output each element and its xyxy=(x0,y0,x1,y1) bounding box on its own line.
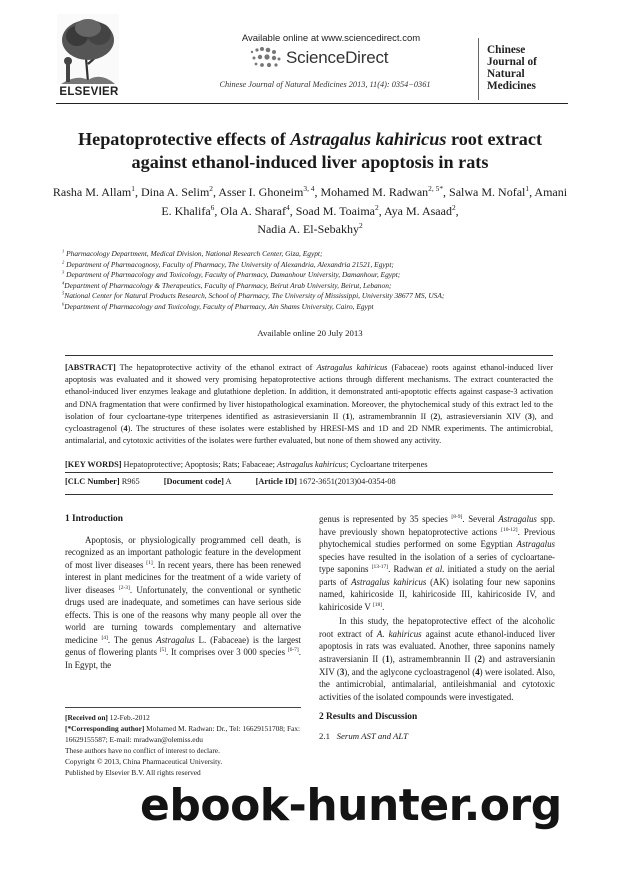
title-line: against ethanol-induced liver apoptosis in rats xyxy=(131,152,489,172)
keywords-rule xyxy=(65,472,553,473)
abstract-top-rule xyxy=(65,355,553,356)
available-online-link[interactable]: Available online at www.sciencedirect.com xyxy=(241,33,421,44)
affiliation-item: $^1$ Pharmacology Department, Medical Division, National Research Center, Giza, Egypt; xyxy=(62,248,323,258)
left-column xyxy=(65,513,301,672)
intro-paragraph: Apoptosis, or physiologically programmed cell death, is recognized as an important pathologic feature in the development of most liver diseases [1]. In recent years, there has been renewed interest in plant medicines for the treatment of a wide variety of liver diseases [2-3]. Unfortunately, the conventional or synthetic drugs used are inadequate, and sometimes can have serious side effects. This is one of the reasons why many people all over the world are turning towards complementary and alternative medicine [4]. The genus Astragalus L. (Fabaceae) is the largest genus of flowering plants [5]. It comprises over 3 000 species [6-7]. In Egypt, the xyxy=(65,534,301,671)
elsevier-tree-logo xyxy=(57,14,119,96)
available-online-date: Available online 20 July 2013 xyxy=(257,328,363,338)
section-heading: 2 Results and Discussion xyxy=(319,712,418,723)
article-label: [Article ID] xyxy=(255,477,297,486)
footnotes: [Received on] 12-Feb.-2012 [*Corresponding author] Mohamed M. Radwan: Dr., Tel: 16629151708; Fax: 16629155587; E-mail: mradwan@olemiss.edu These authors have no conflict of interest to declare. Copyright © 2013, China Pharmaceutical University. Published by Elsevier B.V. All rights reserved xyxy=(65,713,301,777)
subsection-heading: 2.1 Serum AST and ALT xyxy=(319,730,409,741)
journal-citation: Chinese Journal of Natural Medicines 2013, 11(4): 0354−0361 xyxy=(219,80,431,89)
journal-name-line: Medicines xyxy=(487,80,536,92)
body-paragraph: genus is represented by 35 species [8-9]. Several Astragalus spp. have previously shown hepatoprotective actions [10-12]. Previous phytochemical studies performed on some Egyptian Astragalus species have resulted in the isolation of a series of cycloartane-type saponins [13-17]. Radwan et al. initiated a study on the aerial parts of Astragalus kahiricus (AK) isolating four new saponins named, kahiricoside II, kahiricoside III, kahiricoside IV, and kahiricoside V [18]. xyxy=(319,514,555,612)
header-rule xyxy=(56,103,568,104)
header-divider xyxy=(478,38,479,100)
journal-name-line: Natural xyxy=(487,68,525,80)
meta-rule xyxy=(65,494,553,495)
publisher-name: ELSEVIER xyxy=(59,86,119,98)
watermark-text: ebook-hunter.org xyxy=(140,780,562,831)
affiliation-item: $^2$ Department of Pharmacognosy, Faculty of Pharmacy, The University of Alexandria, Alexandria 21521, Egypt; xyxy=(62,259,394,269)
keywords: [KEY WORDS] Hepatoprotective; Apoptosis; Rats; Fabaceae; Astragalus kahiricus; Cycloartane triterpenes xyxy=(65,460,428,469)
affiliation-item: $^5$National Center for Natural Products Research, School of Pharmacy, The University of Mississippi, University 38677 MS, USA; xyxy=(62,290,445,301)
journal-name-line: Journal of xyxy=(487,56,537,68)
footnote-rule xyxy=(65,707,301,708)
journal-name-line: Chinese xyxy=(487,44,526,56)
clc-label: [CLC Number] xyxy=(65,477,120,486)
affiliation-item: $^6$Department of Pharmacology and Toxicology, Faculty of Pharmacy, Ain Shams University, Cairo, Egypt xyxy=(62,301,374,311)
article-meta xyxy=(65,477,553,486)
doc-value: A xyxy=(225,477,232,486)
journal-name-block xyxy=(487,44,567,92)
abstract: [ABSTRACT] The hepatoprotective activity of the ethanol extract of Astragalus kahiricus (Fabaceae) roots against ethanol-induced liver apoptosis was evaluated and it showed very promising hepatoprotective actions through different mechanisms. The extract counteracted the ethanol-induced liver enzymes leakage and glutathione depletion. In addition, it demonstrated anti-apoptotic effects against caspase-3 activation and DNA fragmentation that were confirmed by liver histopathological examination. Moreover, the phytochemical study of this extract led to the isolation of four cycloartane-type triterpenes identified as astrasieversianin II (1), astramembrannin II (2), astrasieversianin XIV (3), and cycloastragenol (4). The structures of these isolates were established by HRESI-MS and 1D and 2D NMR experiments. The antimicrobial, antimalarial, and cytotoxic activities of the isolates were further evaluated, but none of them showed any activity. xyxy=(65,363,553,446)
affiliation-item: $^4$Department of Pharmacology & Therapeutics, Faculty of Pharmacy, Beirut Arab University, Beirut, Lebanon; xyxy=(62,280,392,290)
author-list: Rasha M. Allam$^1$, Dina A. Selim$^2$, Asser I. Ghoneim$^{3, 4}$, Mohamed M. Radwan$^{2, 5*}$, Salwa M. Nofal$^1$, Amani E. Khalifa$^6$, Ola A. Sharaf$^4$, Soad M. Toaima$^2$, Aya M. Asaad$^2$, Nadia A. El-Sebakhy$^2$ xyxy=(52,184,568,236)
clc-value: R965 xyxy=(121,477,140,486)
article-id xyxy=(256,477,396,486)
right-column xyxy=(319,513,555,742)
title-line: Hepatoprotective effects of Astragalus kahiricus root extract xyxy=(77,129,543,149)
sciencedirect-dots-icon xyxy=(248,46,284,70)
document-code xyxy=(164,477,232,486)
affiliation-item: $^3$ Department of Pharmacology and Toxicology, Faculty of Pharmacy, Damanhour University, Damanhour, Egypt; xyxy=(62,269,401,280)
clc-number xyxy=(65,477,140,486)
doc-label: [Document code] xyxy=(163,477,224,486)
section-heading: 1 Introduction xyxy=(65,514,123,524)
article-value: 1672-3651(2013)04-0354-08 xyxy=(298,477,396,486)
sciencedirect-brand: ScienceDirect xyxy=(286,48,389,67)
affiliations xyxy=(62,249,582,313)
article-title xyxy=(40,128,580,174)
body-paragraph: In this study, the hepatoprotective effect of the alcoholic root extract of A. kahiricus against acute ethanol-induced liver apoptosis in rats was evaluated. Another, three saponins namely astraversianin II (1), astramembrannin II (2) and astraversianin XIV (3), and the aglycone cycloastragenol (4) were isolated. Also, the antimicrobial, antimalarial, antileishmanial and cytotoxic activities of the isolated compounds were investigated. xyxy=(319,616,556,702)
